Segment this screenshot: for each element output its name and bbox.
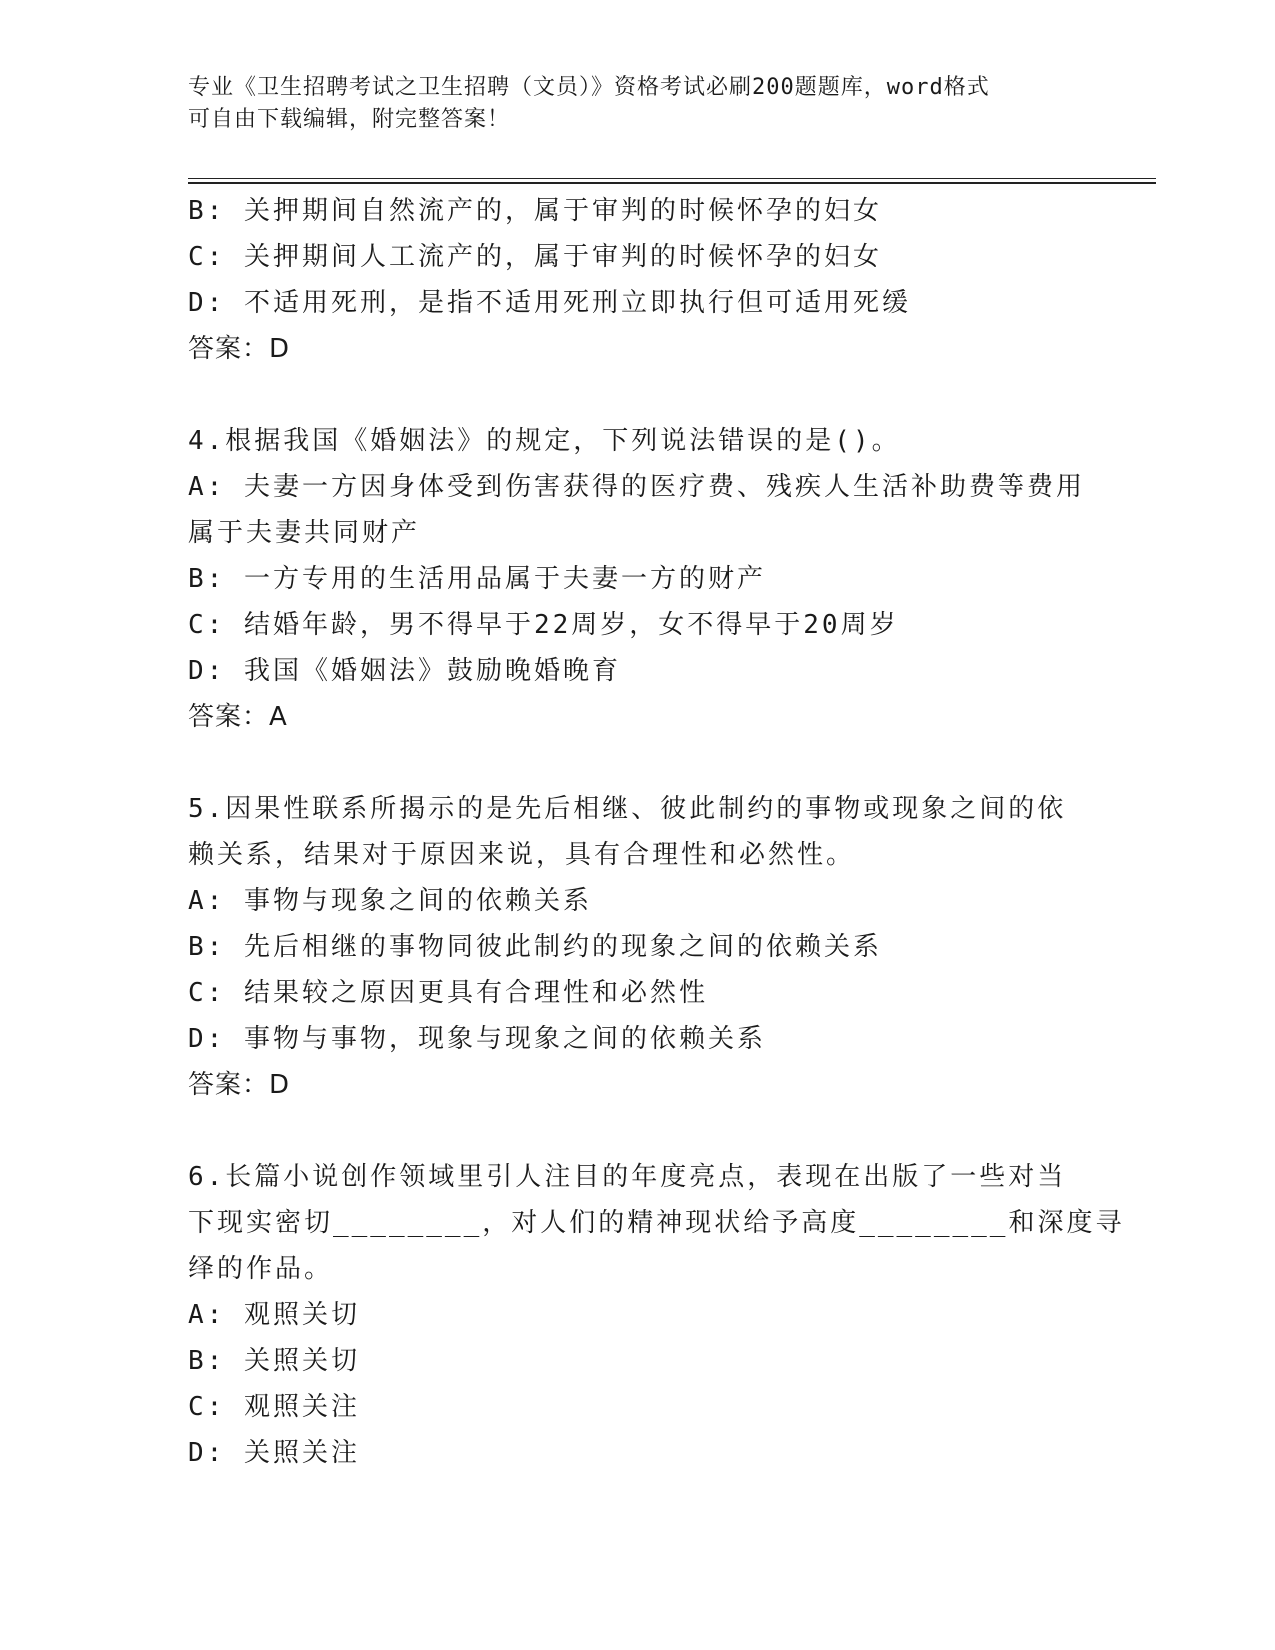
option-c: C: 结果较之原因更具有合理性和必然性 bbox=[188, 978, 708, 1008]
option-b: B: 关押期间自然流产的，属于审判的时候怀孕的妇女 bbox=[188, 196, 882, 226]
question-stem-continued: 赖关系，结果对于原因来说，具有合理性和必然性。 bbox=[188, 840, 856, 870]
option-d: D: 我国《婚姻法》鼓励晚婚晚育 bbox=[188, 656, 621, 686]
answer-text: 答案：D bbox=[188, 334, 291, 364]
option-b: B: 一方专用的生活用品属于夫妻一方的财产 bbox=[188, 564, 766, 594]
option-d: D: 事物与事物，现象与现象之间的依赖关系 bbox=[188, 1024, 766, 1054]
option-a-continued: 属于夫妻共同财产 bbox=[188, 518, 421, 548]
header-line-1: 专业《卫生招聘考试之卫生招聘（文员）》资格考试必刷200题题库，word格式 bbox=[188, 75, 990, 100]
header-divider-thin bbox=[188, 178, 1156, 179]
header-divider-thick bbox=[188, 182, 1156, 184]
question-stem-continued: 绎的作品。 bbox=[188, 1254, 334, 1284]
option-b: B: 关照关切 bbox=[188, 1346, 360, 1376]
question-list bbox=[188, 188, 1125, 1476]
question-6 bbox=[188, 1154, 1125, 1476]
option-c: C: 关押期间人工流产的，属于审判的时候怀孕的妇女 bbox=[188, 242, 882, 272]
spacer bbox=[188, 372, 1088, 418]
document-header bbox=[188, 72, 1068, 136]
question-stem-continued: 下现实密切________，对人们的精神现状给予高度________和深度寻 bbox=[188, 1208, 1125, 1238]
answer-text: 答案：A bbox=[188, 702, 288, 732]
header-line-2: 可自由下载编辑，附完整答案！ bbox=[188, 107, 511, 132]
question-5 bbox=[188, 786, 1088, 1108]
option-a: A: 事物与现象之间的依赖关系 bbox=[188, 886, 592, 916]
spacer bbox=[188, 740, 1088, 786]
question-stem: 5.因果性联系所揭示的是先后相继、彼此制约的事物或现象之间的依 bbox=[188, 794, 1067, 824]
option-a: A: 夫妻一方因身体受到伤害获得的医疗费、残疾人生活补助费等费用 bbox=[188, 472, 1085, 502]
option-a: A: 观照关切 bbox=[188, 1300, 360, 1330]
option-b: B: 先后相继的事物同彼此制约的现象之间的依赖关系 bbox=[188, 932, 882, 962]
question-stem: 4.根据我国《婚姻法》的规定，下列说法错误的是()。 bbox=[188, 426, 901, 456]
option-d: D: 不适用死刑，是指不适用死刑立即执行但可适用死缓 bbox=[188, 288, 911, 318]
option-d: D: 关照关注 bbox=[188, 1438, 360, 1468]
spacer bbox=[188, 1108, 1088, 1154]
question-4 bbox=[188, 418, 1088, 740]
answer-text: 答案：D bbox=[188, 1070, 291, 1100]
option-c: C: 观照关注 bbox=[188, 1392, 360, 1422]
question-stem: 6.长篇小说创作领域里引人注目的年度亮点，表现在出版了一些对当 bbox=[188, 1162, 1067, 1192]
question-3-continued bbox=[188, 188, 1088, 372]
option-c: C: 结婚年龄，男不得早于22周岁，女不得早于20周岁 bbox=[188, 610, 899, 640]
